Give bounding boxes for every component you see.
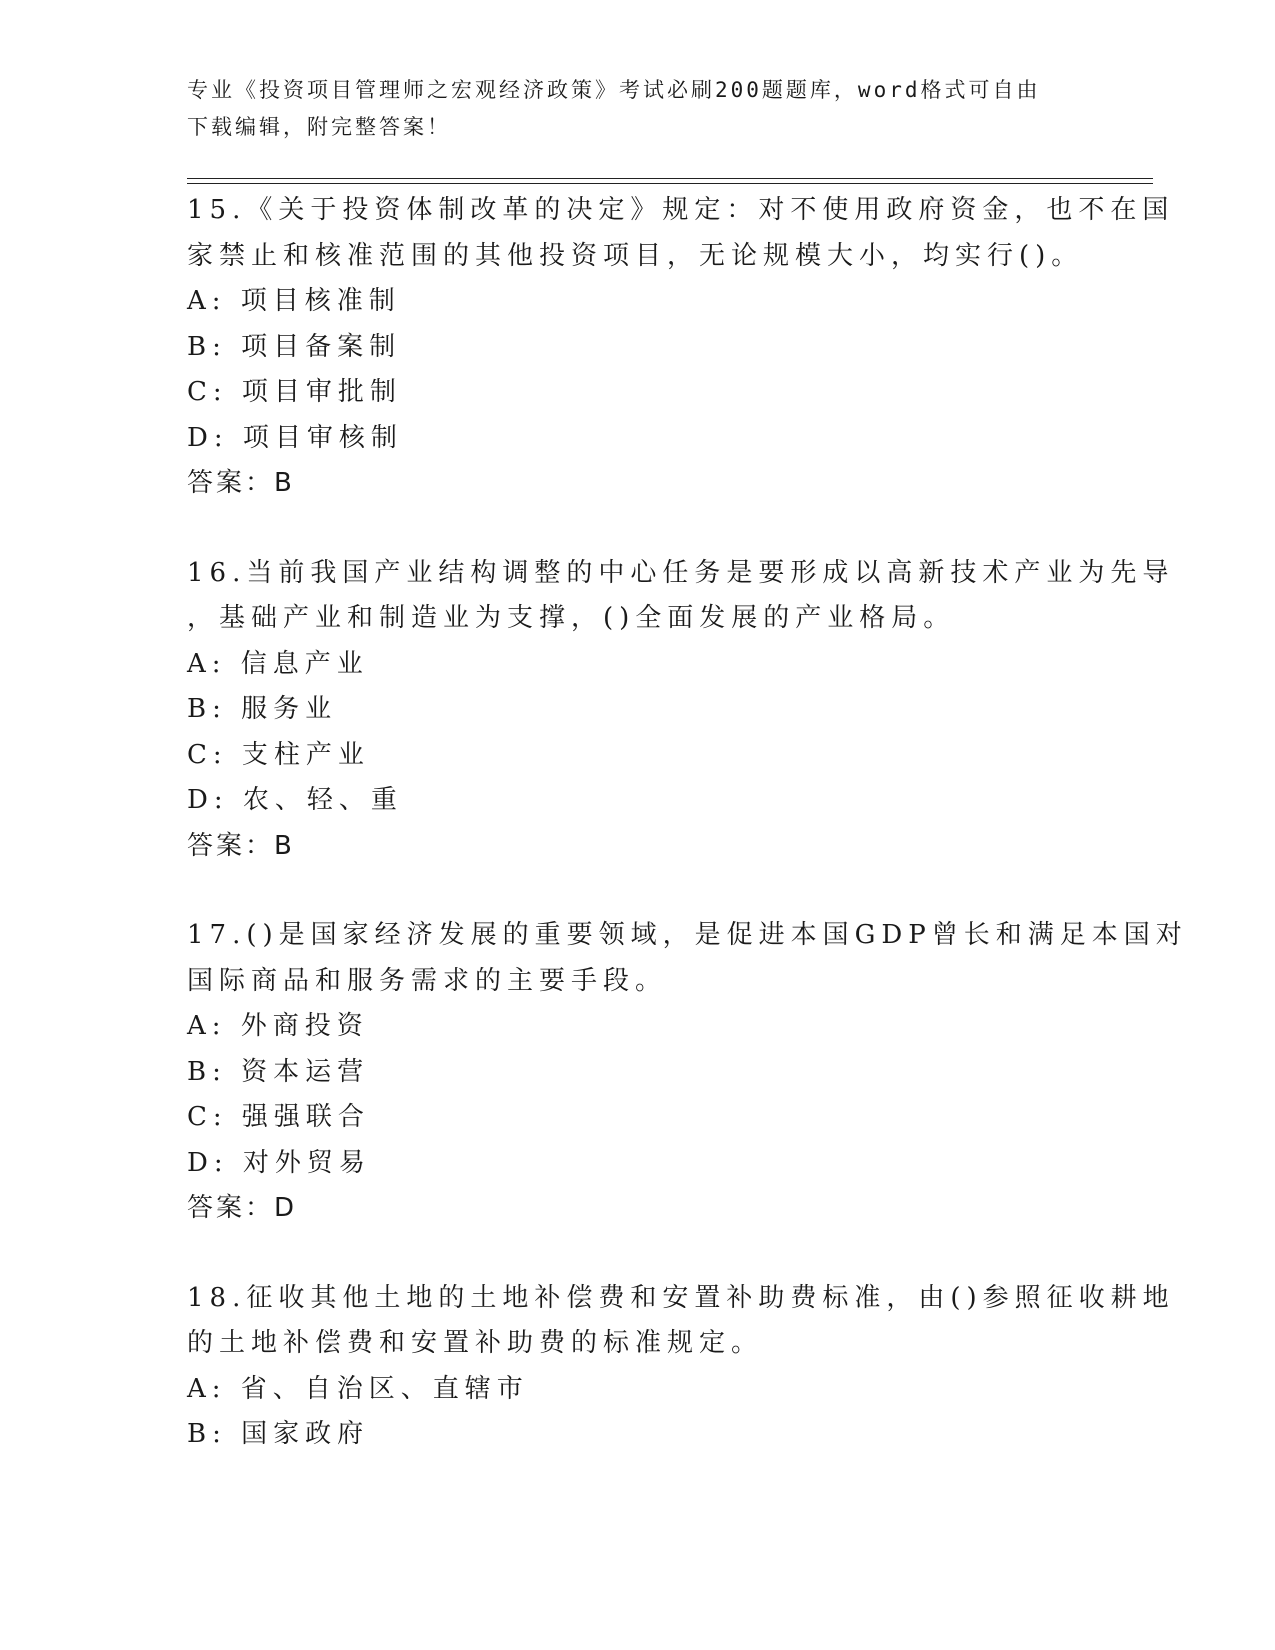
question-stem-line: 家禁止和核准范围的其他投资项目，无论规模大小，均实行()。 [187, 240, 1084, 271]
option-d: D: 农、轻、重 [187, 785, 403, 815]
answer: 答案：D [187, 1193, 298, 1223]
question-stem-line: 17.()是国家经济发展的重要领域，是促进本国GDP曾长和满足本国对 [187, 920, 1188, 950]
option-c: C: 项目审批制 [187, 377, 402, 407]
question-stem-line: ，基础产业和制造业为支撑，()全面发展的产业格局。 [187, 603, 956, 633]
option-b: B: 资本运营 [187, 1056, 370, 1087]
question-stem-line: 18.征收其他土地的土地补偿费和安置补助费标准，由()参照征收耕地 [187, 1282, 1175, 1313]
question-stem-line: 国际商品和服务需求的主要手段。 [187, 965, 668, 996]
option-c: C: 支柱产业 [187, 739, 370, 770]
question-15 [187, 188, 1175, 507]
option-b: B: 项目备案制 [187, 331, 402, 362]
question-list [187, 188, 1188, 1502]
answer: 答案：B [187, 830, 295, 861]
question-stem-line: 16.当前我国产业结构调整的中心任务是要形成以高新技术产业为先导 [187, 557, 1175, 588]
question-stem-line: 15.《关于投资体制改革的决定》规定：对不使用政府资金，也不在国 [187, 195, 1175, 225]
document-header [187, 72, 1087, 146]
option-a: A: 项目核准制 [187, 286, 401, 316]
option-a: A: 省、自治区、直辖市 [187, 1373, 529, 1404]
option-b: B: 国家政府 [187, 1419, 370, 1449]
option-d: D: 对外贸易 [187, 1147, 371, 1178]
header-line-1: 专业《投资项目管理师之宏观经济政策》考试必刷200题题库，word格式可自由 [187, 78, 1041, 102]
option-a: A: 外商投资 [187, 1011, 369, 1041]
question-18 [187, 1276, 1175, 1458]
question-16 [187, 551, 1175, 870]
header-line-2: 下载编辑，附完整答案！ [187, 115, 451, 139]
option-b: B: 服务业 [187, 694, 338, 724]
header-rule-bottom [187, 183, 1153, 184]
option-a: A: 信息产业 [187, 648, 369, 679]
question-stem-line: 的土地补偿费和安置补助费的标准规定。 [187, 1328, 764, 1358]
option-c: C: 强强联合 [187, 1102, 370, 1132]
question-17 [187, 913, 1188, 1232]
option-d: D: 项目审核制 [187, 422, 403, 453]
answer: 答案：B [187, 468, 295, 498]
header-rule-top [187, 178, 1153, 179]
